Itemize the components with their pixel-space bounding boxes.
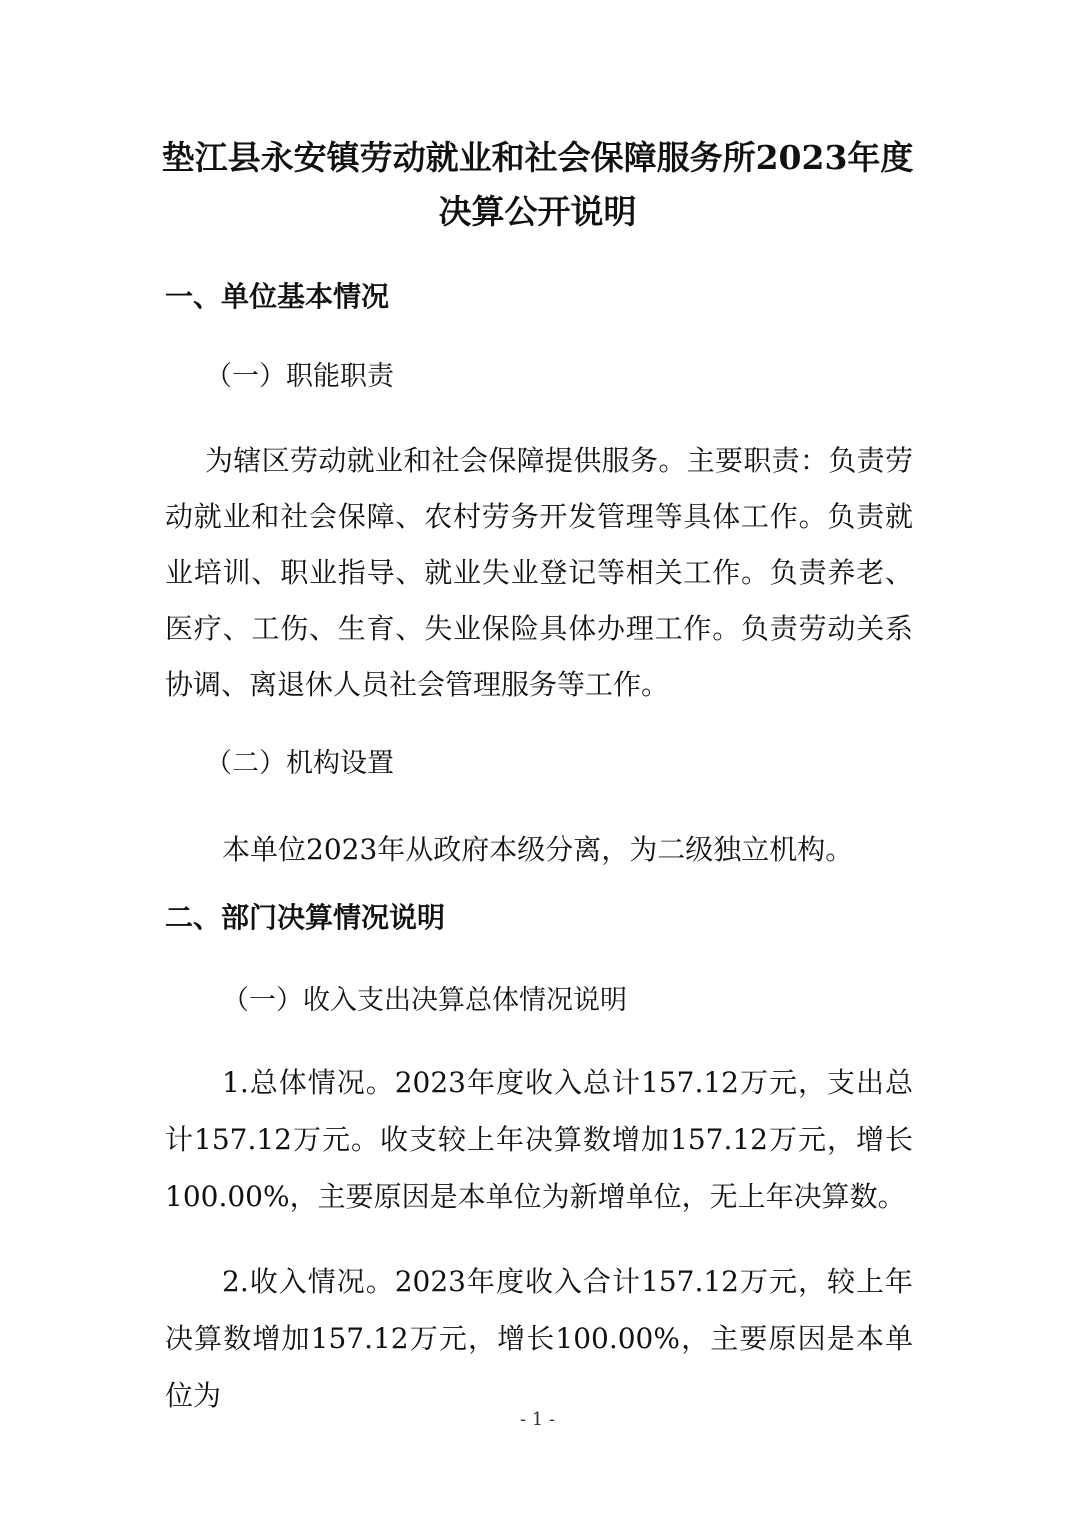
section1-sub2-body: 本单位2023年从政府本级分离，为二级独立机构。	[222, 833, 854, 866]
section1-sub1-body: 为辖区劳动就业和社会保障提供服务。主要职责：负责劳动就业和社会保障、农村劳务开发管理等具体工作。负责就业培训、职业指导、就业失业登记等相关工作。负责养老、医疗、工伤、生育、失业保险具体办理工作。负责劳动关系协调、离退休人员社会管理服务等工作。	[165, 444, 913, 701]
section1-sub2-heading: （二）机构设置	[205, 748, 394, 779]
document-title-line1: 垫江县永安镇劳动就业和社会保障服务所2023年度	[161, 138, 914, 177]
section1-sub1-heading: （一）职能职责	[205, 361, 394, 392]
section2-item1: 1.总体情况。2023年度收入总计157.12万元，支出总计157.12万元。收支较上年决算数增加157.12万元，增长100.00%，主要原因是本单位为新增单位，无上年决算数。	[165, 1066, 913, 1213]
document-title-line2: 决算公开说明	[438, 192, 637, 231]
page-number: - 1 -	[519, 1409, 556, 1430]
section2-sub1-heading: （一）收入支出决算总体情况说明	[222, 985, 627, 1016]
section1-heading: 一、单位基本情况	[165, 280, 390, 313]
section2-item2: 2.收入情况。2023年度收入合计157.12万元，较上年决算数增加157.12万元，增长100.00%，主要原因是本单位为	[165, 1265, 913, 1412]
section2-heading: 二、部门决算情况说明	[165, 901, 446, 934]
